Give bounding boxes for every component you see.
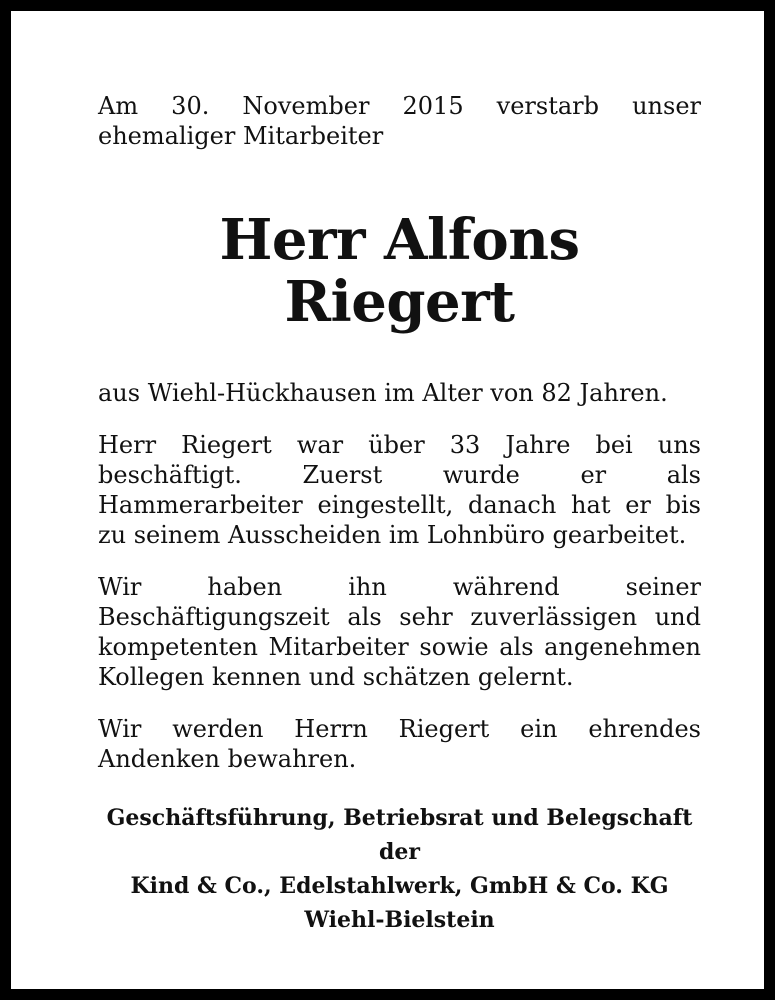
signature-line-der: der (379, 839, 420, 865)
tribute-text: Wir haben ihn während seiner Beschäftigungszeit als sehr zuverlässigen und kompetenten Mitarbeiter sowie als angenehmen Kollegen kennen und schätzen gelernt. (98, 573, 701, 691)
obituary-body (98, 91, 701, 774)
intro-text: Am 30. November 2015 verstarb unser ehemaliger Mitarbeiter (98, 92, 701, 150)
closing-text: Wir werden Herrn Riegert ein ehrendes Andenken bewahren. (98, 715, 701, 773)
signature-line-location: Wiehl-Bielstein (304, 907, 495, 933)
signature-line-management: Geschäftsführung, Betriebsrat und Belegschaft (106, 805, 693, 831)
signature-line-company: Kind & Co., Edelstahlwerk, GmbH & Co. KG (130, 873, 669, 899)
origin-text: aus Wiehl-Hückhausen im Alter von 82 Jahren. (98, 379, 668, 407)
career-text: Herr Riegert war über 33 Jahre bei uns beschäftigt. Zuerst wurde er als Hammerarbeiter eingestellt, danach hat er bis zu seinem Ausscheiden im Lohnbüro gearbeitet. (98, 431, 701, 549)
deceased-name: Herr Alfons Riegert (219, 207, 580, 335)
signature-block (98, 801, 701, 937)
